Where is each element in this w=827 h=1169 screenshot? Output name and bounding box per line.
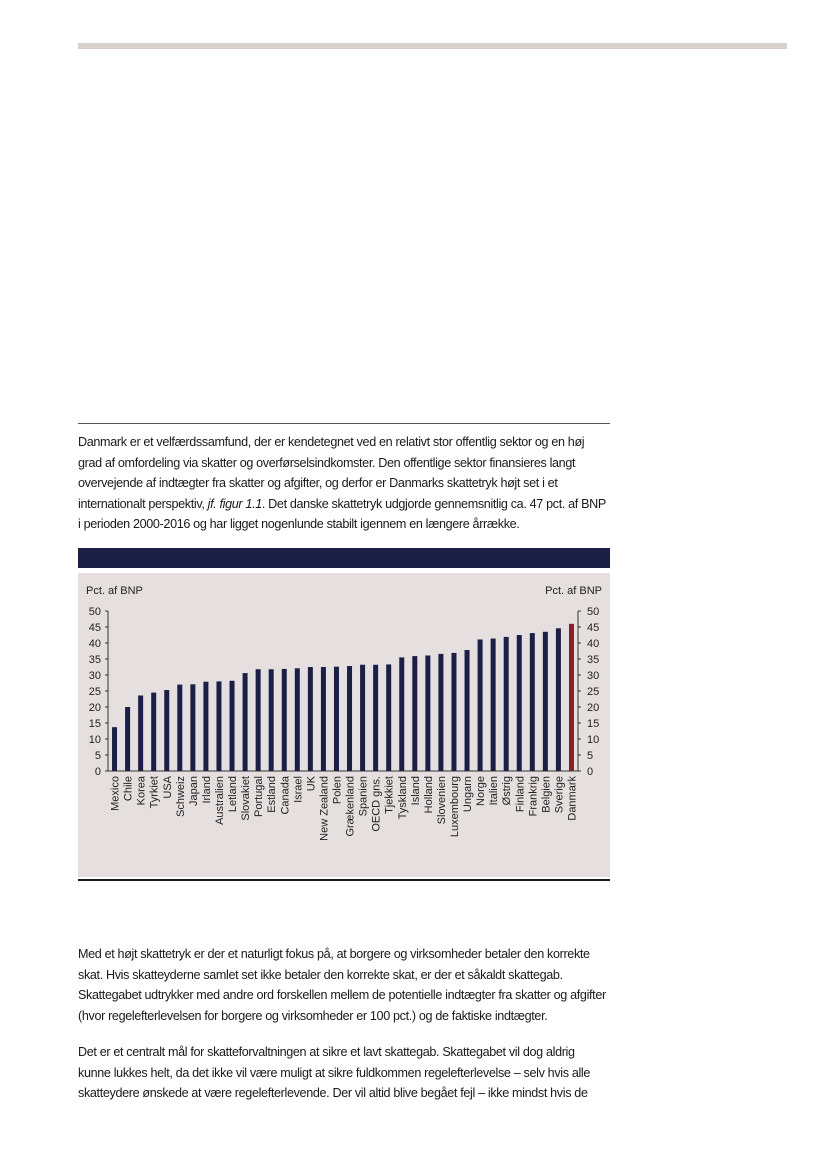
- bar-sverige: [556, 628, 561, 771]
- x-category-label: Letland: [227, 776, 240, 813]
- bar-japan: [190, 684, 195, 771]
- x-category-label: Korea: [135, 776, 148, 806]
- x-category-label: Slovenien: [435, 776, 448, 825]
- x-category-label: Chile: [122, 776, 135, 802]
- y-tick-label-left: 10: [88, 734, 101, 746]
- bar-chile: [125, 707, 130, 771]
- bar-luxembourg: [451, 653, 456, 771]
- header-rule: [78, 43, 787, 49]
- bar-norge: [478, 639, 483, 771]
- chart-bottom-rule: [78, 879, 610, 881]
- x-category-label: Israel: [292, 776, 305, 803]
- y-tick-label-left: 50: [88, 606, 101, 618]
- y-tick-label-right: 25: [587, 686, 600, 698]
- intro-paragraph: [78, 432, 610, 535]
- bar-frankrig: [530, 633, 535, 771]
- bar-uk: [308, 667, 313, 771]
- x-category-label: Island: [409, 776, 422, 806]
- x-category-label: OECD gns.: [370, 776, 383, 832]
- bar-estland: [269, 669, 274, 771]
- x-category-label: Tyrkiet: [148, 776, 161, 809]
- bar-australien: [216, 681, 221, 771]
- x-category-label: Østrig: [501, 776, 514, 806]
- y-tick-label-right: 35: [587, 654, 600, 666]
- section-divider: [78, 423, 610, 424]
- y-tick-label-left: 0: [94, 766, 101, 778]
- bar-canada: [282, 669, 287, 771]
- x-category-label: Finland: [514, 776, 527, 813]
- y-tick-label-left: 45: [88, 622, 101, 634]
- bar-slovakiet: [243, 673, 248, 771]
- x-category-label: Tjekkiet: [383, 776, 396, 814]
- y-tick-label-left: 40: [88, 638, 101, 650]
- bar-holland: [425, 655, 430, 771]
- x-category-label: Irland: [200, 776, 213, 804]
- x-category-label: USA: [161, 776, 174, 799]
- bar-ungarn: [465, 650, 470, 771]
- y-tick-label-right: 50: [587, 606, 600, 618]
- y-tick-label-right: 45: [587, 622, 600, 634]
- bar-italien: [491, 639, 496, 771]
- intro-text-end: . Det danske skattetryk udgjorde gennemsnitlig ca. 47 pct. af BNP i perioden 2000-2016 og har ligget nogenlunde stabilt igennem en længere årrække.: [78, 496, 606, 531]
- x-category-label: Canada: [279, 776, 292, 815]
- y-tick-label-right: 40: [587, 638, 600, 650]
- bar-danmark: [569, 624, 574, 771]
- tax-burden-chart: [78, 573, 610, 877]
- x-category-label: Grækenland: [344, 776, 357, 837]
- bar-oecd-gns-: [373, 665, 378, 771]
- x-category-label: Italien: [488, 776, 501, 806]
- bar-usa: [164, 690, 169, 771]
- x-category-label: Luxembourg: [448, 776, 461, 838]
- x-category-label: Tyskland: [396, 776, 409, 820]
- y-tick-label-right: 5: [587, 750, 594, 762]
- x-category-label: Slovakiet: [240, 776, 253, 821]
- y-tick-label-right: 10: [587, 734, 600, 746]
- x-category-label: New Zealand: [318, 776, 331, 841]
- y-tick-label-left: 15: [88, 718, 101, 730]
- figure-reference: jf. figur 1.1: [207, 496, 262, 511]
- x-category-label: Schweiz: [174, 776, 187, 817]
- x-category-label: Frankrig: [527, 776, 540, 817]
- y-axis-label-right: Pct. af BNP: [545, 585, 602, 597]
- bar-israel: [295, 668, 300, 771]
- chart-canvas: [78, 573, 610, 877]
- bar-schweiz: [177, 685, 182, 771]
- bar-mexico: [112, 727, 117, 771]
- y-tick-label-left: 35: [88, 654, 101, 666]
- y-tick-label-left: 30: [88, 670, 101, 682]
- bar-spanien: [360, 665, 365, 771]
- intro-text-start: Danmark er et velfærdssamfund, der er kendetegnet ved en relativt stor offentlig sektor og en høj grad af omfordeling via skatter og overførselsindkomster. Den offentlige sektor finansieres langt overvejende af indtægter fra skatter og afgifter, og derfor er Danmarks skattetryk højt set i et internationalt perspektiv,: [78, 435, 585, 511]
- bar-finland: [517, 635, 522, 771]
- x-category-label: Polen: [331, 776, 344, 805]
- x-category-label: Norge: [475, 776, 488, 806]
- x-category-label: Danmark: [566, 776, 579, 821]
- y-tick-label-left: 20: [88, 702, 101, 714]
- x-category-label: UK: [305, 776, 318, 792]
- y-tick-label-right: 0: [587, 766, 594, 778]
- bar-letland: [230, 681, 235, 771]
- bar-irland: [203, 682, 208, 771]
- bar-portugal: [256, 669, 261, 771]
- chart-title-bar: [78, 548, 610, 568]
- goal-paragraph: Det er et centralt mål for skatteforvaltningen at sikre et lavt skattegab. Skattegabet vil dog aldrig kunne lukkes helt, da det ikke vil være muligt at sikre fuldkommen regelefterlevelse – selv hvis alle skatteydere ønskede at være regelefterlevende. Der vil altid blive begået fejl – ikke mindst hvis de: [78, 1045, 591, 1100]
- x-category-label: Estland: [266, 776, 279, 813]
- y-tick-label-right: 15: [587, 718, 600, 730]
- y-tick-label-right: 20: [587, 702, 600, 714]
- skattegab-paragraph: Med et højt skattetryk er der et naturligt fokus på, at borgere og virksomheder betaler den korrekte skat. Hvis skatteyderne samlet set ikke betaler den korrekte skat, er der et såkaldt skattegab. Skattegabet udtrykker med andre ord forskellen mellem de potentielle indtægter fra skatter og afgifter (hvor regelefterlevelsen for borgere og virksomheder er 100 pct.) og de faktiske indtægter.: [78, 947, 606, 1023]
- y-tick-label-left: 5: [94, 750, 101, 762]
- x-category-label: Spanien: [357, 776, 370, 817]
- x-category-label: Ungarn: [462, 776, 475, 813]
- bar-tyrkiet: [151, 693, 156, 771]
- x-category-label: Japan: [187, 776, 200, 806]
- y-tick-label-left: 25: [88, 686, 101, 698]
- bar-østrig: [504, 637, 509, 771]
- bar-korea: [138, 695, 143, 771]
- x-category-label: Holland: [422, 776, 435, 814]
- bar-polen: [334, 667, 339, 771]
- bar-slovenien: [438, 654, 443, 771]
- bar-grækenland: [347, 666, 352, 771]
- bar-belgien: [543, 632, 548, 771]
- x-category-label: Australien: [213, 776, 226, 825]
- x-category-label: Sverige: [553, 776, 566, 814]
- bar-tjekkiet: [386, 664, 391, 771]
- bar-tyskland: [399, 657, 404, 771]
- bar-island: [412, 656, 417, 771]
- x-category-label: Portugal: [253, 776, 266, 817]
- x-category-label: Belgien: [540, 776, 553, 813]
- y-axis-label-left: Pct. af BNP: [86, 585, 143, 597]
- x-category-label: Mexico: [109, 776, 122, 811]
- y-tick-label-right: 30: [587, 670, 600, 682]
- bar-new-zealand: [321, 667, 326, 771]
